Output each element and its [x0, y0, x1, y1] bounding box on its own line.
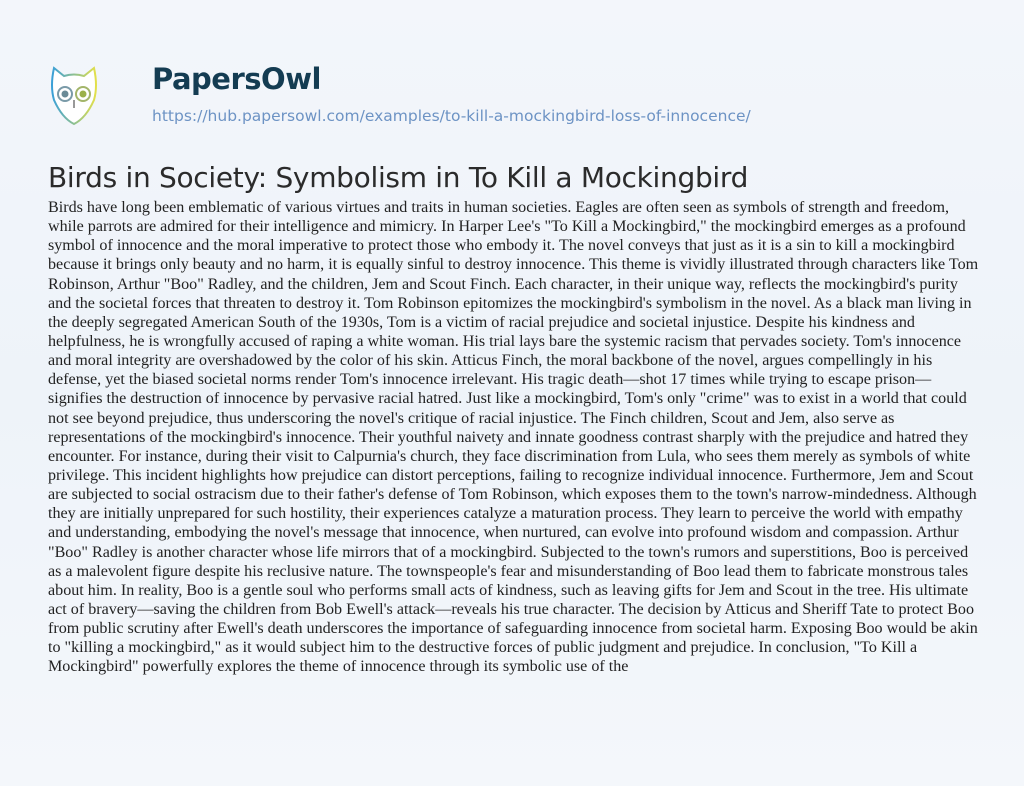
essay-line: and the societal forces that threaten to destroy it. Tom Robinson epitomizes the mockingbird's symbolism in the novel. As a black man living in [48, 294, 972, 312]
essay-line: representations of the mockingbird's innocence. Their youthful naivety and innate goodness contrast sharply with the prejudice and hatred they [48, 428, 969, 446]
essay-body [48, 198, 1024, 677]
essay-line: Robinson, Arthur "Boo" Radley, and the children, Jem and Scout Finch. Each character, in their unique way, reflects the mockingbird's purity [48, 275, 958, 293]
essay-line: and understanding, embodying the novel's message that innocence, when nurtured, can evolve into profound wisdom and compassion. Arthur [48, 524, 959, 542]
essay-line: they are initially unprepared for such hostility, their experiences catalyze a maturation process. They learn to perceive the world with empathy [48, 505, 963, 523]
essay-line: from public scrutiny after Ewell's death underscores the importance of safeguarding innocence from societal harm. Exposing Boo would be akin [48, 620, 978, 638]
essay-line: are subjected to social ostracism due to their father's defense of Tom Robinson, which exposes them to the town's narrow-mindedness. Although [48, 486, 977, 504]
essay-line: about him. In reality, Boo is a gentle soul who performs small acts of kindness, such as leaving gifts for Jem and Scout in the tree. His ultimate [48, 581, 969, 599]
page-title: Birds in Society: Symbolism in To Kill a Mockingbird [48, 161, 749, 194]
essay-line: defense, yet the biased societal norms render Tom's innocence irrelevant. His tragic death—shot 17 times while trying to escape prison— [48, 371, 932, 389]
essay-line: because it brings only beauty and no harm, it is equally sinful to destroy innocence. This theme is vividly illustrated through characters like Tom [48, 256, 979, 274]
essay-line: symbol of innocence and the moral imperative to protect those who embody it. The novel conveys that just as it is a sin to kill a mockingbird [48, 237, 955, 255]
essay-line: and moral integrity are overshadowed by the color of his skin. Atticus Finch, the moral backbone of the novel, argues compellingly in his [48, 352, 933, 370]
essay-line: signifies the destruction of innocence by pervasive racial hatred. Just like a mockingbird, Tom's only "crime" was to exist in a world that could [48, 390, 967, 408]
essay-line: the deeply segregated American South of the 1930s, Tom is a victim of racial prejudice and societal injustice. Despite his kindness and [48, 313, 915, 331]
essay-line: helpfulness, he is wrongfully accused of raping a white woman. His trial lays bare the systemic racism that pervades society. Tom's innocence [48, 332, 962, 350]
essay-line: privilege. This incident highlights how prejudice can distort perceptions, failing to recognize individual innocence. Furthermore, Jem and Scout [48, 466, 974, 484]
essay-line: not see beyond prejudice, thus underscoring the novel's critique of racial injustice. The Finch children, Scout and Jem, also serve as [48, 409, 895, 427]
essay-line: Mockingbird" powerfully explores the theme of innocence through its symbolic use of the [48, 658, 629, 676]
essay-line: act of bravery—saving the children from Bob Ewell's attack—reveals his true character. The decision by Atticus and Sheriff Tate to protect Boo [48, 600, 974, 618]
essay-line: encounter. For instance, during their visit to Calpurnia's church, they face discrimination from Lula, who sees them merely as symbols of white [48, 447, 971, 465]
owl-logo-icon [50, 66, 98, 126]
essay-line: Birds have long been emblematic of various virtues and traits in human societies. Eagles are often seen as symbols of strength and freedom, [48, 199, 949, 216]
source-url[interactable]: https://hub.papersowl.com/examples/to-kill-a-mockingbird-loss-of-innocence/ [152, 107, 751, 125]
essay-line: "Boo" Radley is another character whose life mirrors that of a mockingbird. Subjected to the town's rumors and superstitions, Boo is perceived [48, 543, 969, 561]
brand-name[interactable]: PapersOwl [152, 62, 321, 96]
essay-line: as a malevolent figure despite his reclusive nature. The townspeople's fear and misunderstanding of Boo lead them to fabricate monstrous tales [48, 562, 969, 580]
essay-line: to "killing a mockingbird," as it would subject him to the destructive forces of public judgment and prejudice. In conclusion, "To Kill a [48, 639, 918, 657]
essay-line: while parrots are admired for their intelligence and mimicry. In Harper Lee's "To Kill a Mockingbird," the mockingbird emerges as a profound [48, 218, 966, 236]
